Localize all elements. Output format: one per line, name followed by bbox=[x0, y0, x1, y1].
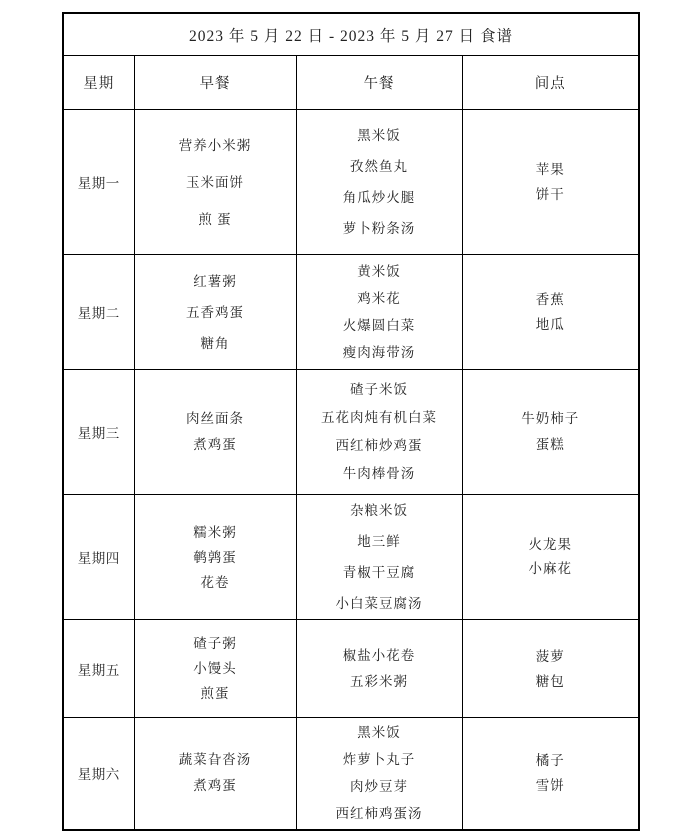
meal-item: 椒盐小花卷 bbox=[342, 647, 416, 663]
meal-item: 煮鸡蛋 bbox=[193, 437, 237, 452]
meal-item: 火龙果 bbox=[528, 537, 573, 552]
meal-item: 煮鸡蛋 bbox=[193, 778, 237, 794]
day-cell: 星期三 bbox=[63, 370, 134, 495]
meal-item: 肉丝面条 bbox=[186, 411, 244, 426]
meal-item: 小麻花 bbox=[528, 561, 573, 576]
meal-item: 蔬菜旮沓汤 bbox=[178, 752, 252, 768]
breakfast-items bbox=[135, 127, 296, 238]
menu-title: 2023 年 5 月 22 日 - 2023 年 5 月 27 日 食谱 bbox=[63, 13, 639, 56]
day-cell: 星期一 bbox=[63, 110, 134, 255]
title-row bbox=[63, 13, 639, 56]
day-cell: 星期二 bbox=[63, 255, 134, 370]
meal-item: 角瓜炒火腿 bbox=[342, 190, 416, 205]
lunch-cell bbox=[296, 370, 462, 495]
column-header-breakfast: 早餐 bbox=[134, 56, 296, 110]
day-cell: 星期五 bbox=[63, 620, 134, 718]
meal-item: 地瓜 bbox=[535, 317, 565, 332]
column-header-day: 星期 bbox=[63, 56, 134, 110]
meal-item: 糖角 bbox=[200, 335, 230, 351]
meal-item: 菠萝 bbox=[535, 648, 565, 664]
lunch-items bbox=[297, 719, 462, 827]
lunch-cell bbox=[296, 718, 462, 830]
meal-item: 玉米面饼 bbox=[186, 174, 244, 190]
meal-item: 小馒头 bbox=[193, 661, 237, 676]
column-header-lunch: 午餐 bbox=[296, 56, 462, 110]
meal-item: 青椒干豆腐 bbox=[342, 565, 416, 580]
meal-item: 花卷 bbox=[200, 574, 230, 590]
meal-item: 孜然鱼丸 bbox=[350, 159, 408, 174]
breakfast-cell bbox=[134, 620, 296, 718]
meal-item: 牛肉棒骨汤 bbox=[342, 466, 416, 481]
menu-row bbox=[63, 495, 639, 620]
breakfast-items bbox=[135, 406, 296, 458]
lunch-items bbox=[297, 495, 462, 619]
lunch-cell bbox=[296, 495, 462, 620]
meal-item: 西红柿鸡蛋汤 bbox=[335, 806, 423, 822]
breakfast-cell bbox=[134, 495, 296, 620]
meal-item: 瘦肉海带汤 bbox=[342, 345, 416, 360]
day-cell: 星期六 bbox=[63, 718, 134, 830]
menu-row bbox=[63, 110, 639, 255]
lunch-items bbox=[297, 376, 462, 488]
snack-cell bbox=[462, 370, 639, 495]
snack-items bbox=[463, 533, 639, 581]
meal-item: 鸡米花 bbox=[357, 291, 401, 306]
meal-item: 饼干 bbox=[535, 187, 565, 202]
column-header-snack: 间点 bbox=[462, 56, 639, 110]
meal-item: 萝卜粉条汤 bbox=[342, 221, 416, 236]
meal-item: 黑米饭 bbox=[357, 725, 401, 741]
snack-items bbox=[463, 644, 639, 694]
breakfast-cell bbox=[134, 110, 296, 255]
snack-items bbox=[463, 406, 639, 458]
meal-item: 黑米饭 bbox=[357, 128, 401, 143]
menu-row bbox=[63, 370, 639, 495]
lunch-cell bbox=[296, 110, 462, 255]
weekly-menu-table bbox=[62, 12, 640, 831]
meal-item: 小白菜豆腐汤 bbox=[335, 596, 423, 611]
lunch-items bbox=[297, 120, 462, 244]
meal-item: 牛奶柿子 bbox=[521, 411, 580, 426]
breakfast-items bbox=[135, 747, 296, 799]
header-row bbox=[63, 56, 639, 110]
breakfast-cell bbox=[134, 370, 296, 495]
menu-row bbox=[63, 255, 639, 370]
meal-item: 碴子米饭 bbox=[350, 382, 408, 397]
breakfast-cell bbox=[134, 718, 296, 830]
lunch-cell bbox=[296, 620, 462, 718]
meal-item: 红薯粥 bbox=[193, 273, 237, 289]
meal-item: 碴子粥 bbox=[193, 636, 237, 651]
meal-item: 糖包 bbox=[535, 673, 565, 689]
meal-item: 杂粮米饭 bbox=[350, 503, 408, 518]
meal-item: 橘子 bbox=[535, 753, 565, 769]
breakfast-cell bbox=[134, 255, 296, 370]
snack-items bbox=[463, 157, 639, 207]
day-cell: 星期四 bbox=[63, 495, 134, 620]
meal-item: 五彩米粥 bbox=[350, 673, 408, 689]
snack-cell bbox=[462, 495, 639, 620]
meal-item: 鹌鹑蛋 bbox=[193, 549, 237, 565]
meal-item: 营养小米粥 bbox=[178, 137, 252, 153]
meal-item: 黄米饭 bbox=[357, 264, 401, 279]
meal-item: 香蕉 bbox=[535, 292, 565, 307]
menu-row bbox=[63, 620, 639, 718]
meal-item: 西红柿炒鸡蛋 bbox=[335, 438, 423, 453]
snack-items bbox=[463, 748, 639, 798]
meal-item: 雪饼 bbox=[535, 778, 565, 794]
lunch-items bbox=[297, 643, 462, 695]
meal-item: 五香鸡蛋 bbox=[186, 304, 244, 320]
meal-item: 火爆圆白菜 bbox=[342, 318, 416, 333]
meal-item: 苹果 bbox=[535, 162, 565, 177]
meal-item: 蛋糕 bbox=[535, 437, 565, 452]
lunch-cell bbox=[296, 255, 462, 370]
snack-cell bbox=[462, 255, 639, 370]
breakfast-items bbox=[135, 266, 296, 359]
meal-item: 煎蛋 bbox=[200, 686, 230, 701]
lunch-items bbox=[297, 258, 462, 366]
breakfast-items bbox=[135, 631, 296, 706]
breakfast-items bbox=[135, 520, 296, 595]
meal-item: 煎 蛋 bbox=[198, 211, 232, 227]
meal-item: 五花肉炖有机白菜 bbox=[321, 410, 437, 425]
menu-row bbox=[63, 718, 639, 830]
meal-item: 肉炒豆芽 bbox=[350, 779, 408, 795]
snack-cell bbox=[462, 110, 639, 255]
snack-cell bbox=[462, 620, 639, 718]
snack-items bbox=[463, 287, 639, 337]
meal-item: 地三鲜 bbox=[357, 534, 401, 549]
snack-cell bbox=[462, 718, 639, 830]
meal-item: 炸萝卜丸子 bbox=[342, 752, 416, 768]
meal-item: 糯米粥 bbox=[193, 524, 237, 540]
